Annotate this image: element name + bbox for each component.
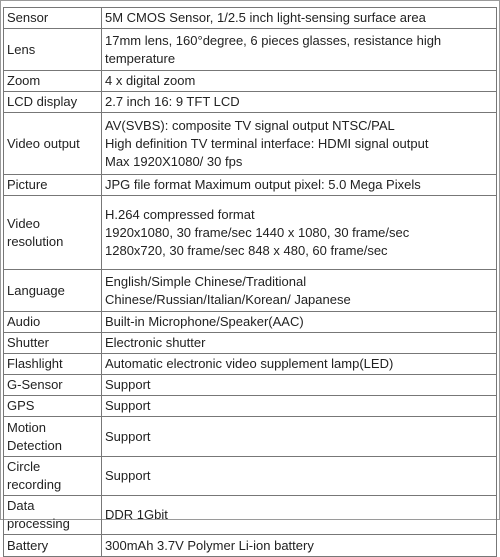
row-label: Video resolution xyxy=(4,196,102,270)
row-value: Support xyxy=(102,375,497,396)
specifications-table xyxy=(3,7,497,557)
row-label: Language xyxy=(4,270,102,312)
row-value: AV(SVBS): composite TV signal output NTSC/PAL High definition TV terminal interface: HDMI signal output Max 1920X1080/ 30 fps xyxy=(102,113,497,175)
table-row xyxy=(4,417,497,457)
row-label: G-Sensor xyxy=(4,375,102,396)
row-value: Support xyxy=(102,417,497,457)
row-label: Lens xyxy=(4,29,102,71)
row-value: 300mAh 3.7V Polymer Li-ion battery xyxy=(102,535,497,557)
row-value: 2.7 inch 16: 9 TFT LCD xyxy=(102,92,497,113)
table-row xyxy=(4,375,497,396)
row-value: JPG file format Maximum output pixel: 5.0 Mega Pixels xyxy=(102,175,497,196)
table-row xyxy=(4,535,497,557)
row-label: Flashlight xyxy=(4,354,102,375)
row-label: Zoom xyxy=(4,71,102,92)
row-value: Support xyxy=(102,396,497,417)
row-label: Picture xyxy=(4,175,102,196)
row-label: LCD display xyxy=(4,92,102,113)
table-row xyxy=(4,113,497,175)
row-label: Battery xyxy=(4,535,102,557)
row-value: DDR 1Gbit xyxy=(102,496,497,535)
row-label: GPS xyxy=(4,396,102,417)
row-value: 17mm lens, 160°degree, 6 pieces glasses, resistance high temperature xyxy=(102,29,497,71)
table-row xyxy=(4,270,497,312)
table-row xyxy=(4,8,497,29)
row-label: Motion Detection xyxy=(4,417,102,457)
row-value: H.264 compressed format 1920x1080, 30 frame/sec 1440 x 1080, 30 frame/sec 1280x720, 30 frame/sec 848 x 480, 60 frame/sec xyxy=(102,196,497,270)
row-value: 4 x digital zoom xyxy=(102,71,497,92)
table-row xyxy=(4,312,497,333)
row-label: Audio xyxy=(4,312,102,333)
table-row xyxy=(4,496,497,535)
table-row xyxy=(4,71,497,92)
row-label: Video output xyxy=(4,113,102,175)
table-row xyxy=(4,457,497,496)
table-row xyxy=(4,29,497,71)
row-value: Built-in Microphone/Speaker(AAC) xyxy=(102,312,497,333)
table-row xyxy=(4,333,497,354)
row-value: 5M CMOS Sensor, 1/2.5 inch light-sensing surface area xyxy=(102,8,497,29)
table-row xyxy=(4,175,497,196)
row-label: Circle recording xyxy=(4,457,102,496)
row-value: English/Simple Chinese/Traditional Chinese/Russian/Italian/Korean/ Japanese xyxy=(102,270,497,312)
table-row xyxy=(4,396,497,417)
row-label: Shutter xyxy=(4,333,102,354)
table-row xyxy=(4,196,497,270)
row-label: Data processing xyxy=(4,496,102,535)
row-label: Sensor xyxy=(4,8,102,29)
table-row xyxy=(4,354,497,375)
row-value: Automatic electronic video supplement lamp(LED) xyxy=(102,354,497,375)
row-value: Support xyxy=(102,457,497,496)
row-value: Electronic shutter xyxy=(102,333,497,354)
table-row xyxy=(4,92,497,113)
